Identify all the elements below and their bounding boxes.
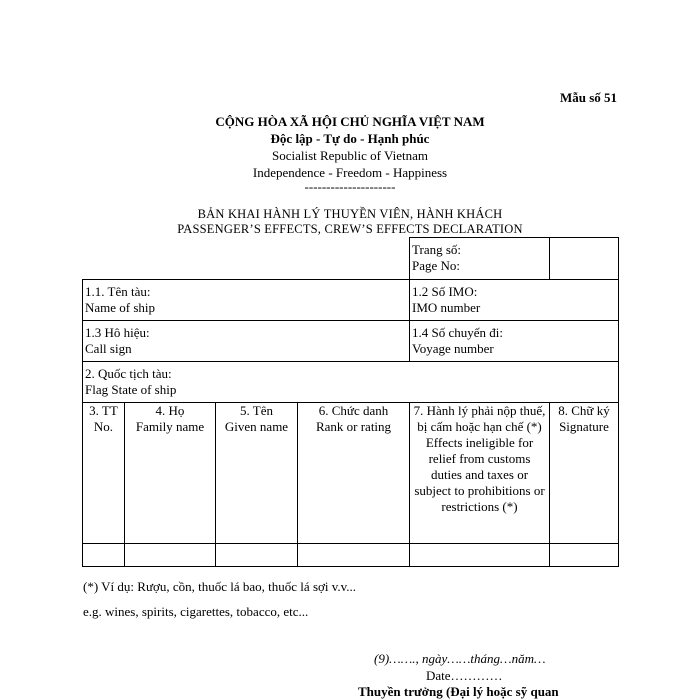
document-title	[0, 207, 700, 237]
header-separator: ---------------------	[304, 179, 396, 194]
ship-name-label-en: Name of ship	[85, 300, 156, 315]
table-row	[83, 544, 619, 567]
motto-vi: Độc lập - Tự do - Hạnh phúc	[270, 131, 430, 146]
ship-name-row	[83, 280, 619, 321]
voyage-label-en: Voyage number	[412, 341, 494, 356]
call-sign-field[interactable]	[83, 321, 410, 362]
signatory-title: Thuyền trưởng (Đại lý hoặc sỹ quan	[358, 684, 559, 699]
col-family-vi: 4. Họ	[155, 403, 185, 418]
col-header-rank	[298, 403, 410, 544]
col-header-effects	[410, 403, 550, 544]
imo-label-vi: 1.2 Số IMO:	[412, 284, 478, 299]
page-no-row	[83, 238, 619, 280]
flag-state-field[interactable]	[83, 362, 619, 403]
footnote-en: e.g. wines, spirits, cigarettes, tobacco, etc...	[83, 604, 309, 619]
column-header-row	[83, 403, 619, 544]
voyage-label-vi: 1.4 Số chuyến đi:	[412, 325, 503, 340]
flag-label-en: Flag State of ship	[85, 382, 177, 397]
title-en: PASSENGER’S EFFECTS, CREW’S EFFECTS DECLARATION	[177, 222, 523, 236]
motto-en: Independence - Freedom - Happiness	[252, 165, 448, 180]
col-header-signature	[550, 403, 619, 544]
form-number: Mẫu số 51	[559, 90, 617, 105]
col-signature-vi: 8. Chữ ký	[558, 403, 610, 418]
date-line-vi: (9)……., ngày……tháng…năm…	[374, 651, 546, 666]
col-no-en: No.	[93, 419, 114, 434]
footnote-vi: (*) Ví dụ: Rượu, cồn, thuốc lá bao, thuốc lá sợi v.v...	[83, 579, 357, 594]
national-header	[0, 113, 700, 193]
country-name-vi: CỘNG HÒA XÃ HỘI CHỦ NGHĨA VIỆT NAM	[215, 114, 485, 129]
cell-no[interactable]	[83, 544, 125, 567]
col-family-en: Family name	[135, 419, 205, 434]
col-header-no	[83, 403, 125, 544]
cell-effects[interactable]	[410, 544, 550, 567]
flag-row	[83, 362, 619, 403]
imo-label-en: IMO number	[412, 300, 481, 315]
page-no-label-vi: Trang số:	[412, 242, 462, 257]
ship-name-label-vi: 1.1. Tên tàu:	[85, 284, 151, 299]
call-sign-label-en: Call sign	[85, 341, 132, 356]
declaration-table	[82, 237, 619, 567]
col-given-en: Given name	[224, 419, 289, 434]
col-rank-vi: 6. Chức danh	[318, 403, 389, 418]
col-rank-en: Rank or rating	[315, 419, 392, 434]
ship-name-field[interactable]	[83, 280, 410, 321]
flag-label-vi: 2. Quốc tịch tàu:	[85, 366, 172, 381]
imo-field[interactable]	[410, 280, 619, 321]
col-header-family-name	[125, 403, 216, 544]
country-name-en: Socialist Republic of Vietnam	[271, 148, 429, 163]
col-effects-en: Effects ineligible for relief from customs duties and taxes or subject to prohibitions or restrictions (*)	[414, 435, 545, 514]
call-sign-label-vi: 1.3 Hô hiệu:	[85, 325, 150, 340]
page-no-label-en: Page No:	[412, 258, 461, 273]
col-effects-vi: 7. Hành lý phải nộp thuế, bị cấm hoặc hạn chế (*)	[413, 403, 546, 434]
cell-given-name[interactable]	[216, 544, 298, 567]
voyage-field[interactable]	[410, 321, 619, 362]
col-given-vi: 5. Tên	[240, 403, 273, 418]
cell-rank[interactable]	[298, 544, 410, 567]
col-header-given-name	[216, 403, 298, 544]
call-sign-row	[83, 321, 619, 362]
date-line-en: Date…………	[426, 668, 503, 683]
cell-signature[interactable]	[550, 544, 619, 567]
cell-family-name[interactable]	[125, 544, 216, 567]
page-no-value[interactable]	[550, 238, 619, 280]
col-no-vi: 3. TT	[89, 403, 118, 418]
page-no-cell	[410, 238, 550, 280]
title-vi: BẢN KHAI HÀNH LÝ THUYỀN VIÊN, HÀNH KHÁCH	[197, 207, 503, 221]
col-signature-en: Signature	[559, 419, 609, 434]
